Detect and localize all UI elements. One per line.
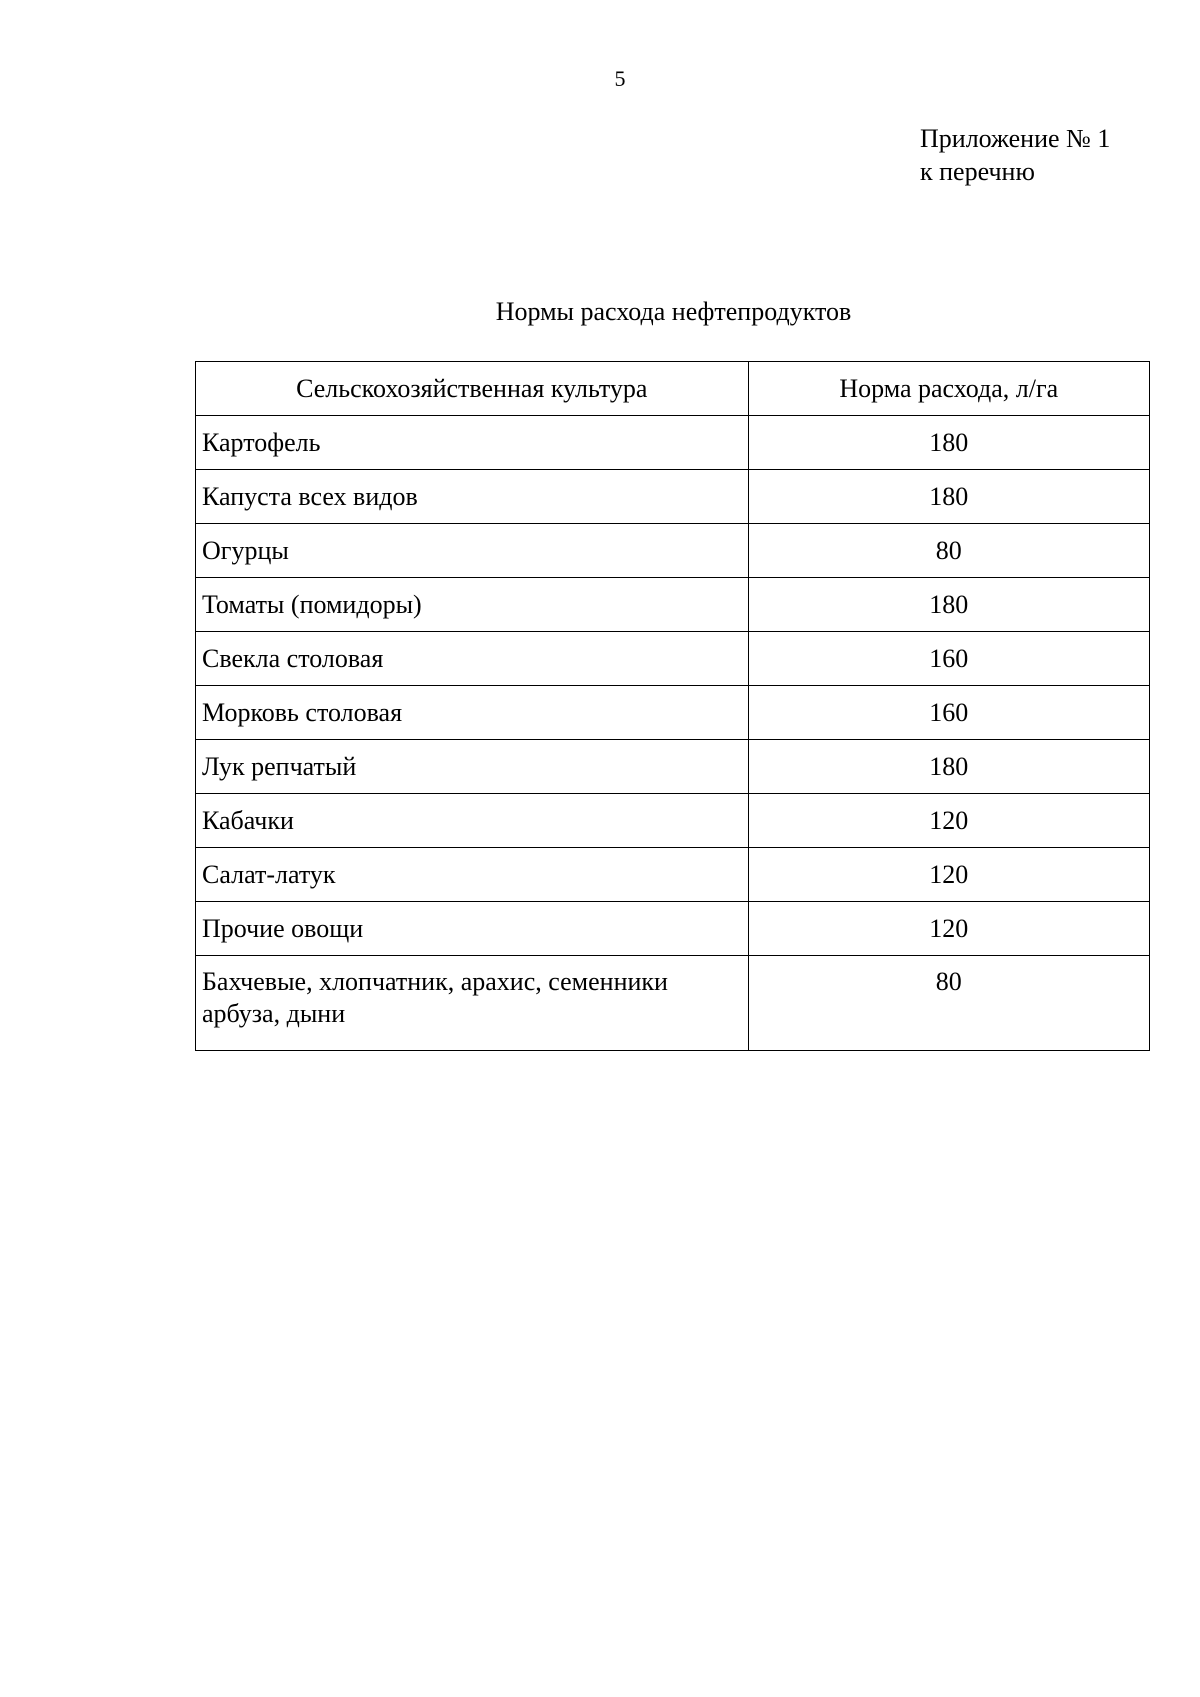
norms-table [195, 361, 1150, 1051]
rate-cell: 180 [748, 578, 1150, 632]
rate-cell: 80 [748, 524, 1150, 578]
rate-cell: 120 [748, 794, 1150, 848]
document-title: Нормы расхода нефтепродуктов [495, 297, 852, 326]
crop-cell: Кабачки [196, 794, 749, 848]
table-header-row [196, 362, 1150, 416]
table-row [196, 524, 1150, 578]
rate-cell: 120 [748, 848, 1150, 902]
crop-cell: Морковь столовая [196, 686, 749, 740]
crop-cell: Лук репчатый [196, 740, 749, 794]
table-row [196, 578, 1150, 632]
rate-cell: 160 [748, 686, 1150, 740]
appendix-line-1: Приложение № 1 [920, 124, 1111, 153]
crop-cell: Свекла столовая [196, 632, 749, 686]
crop-cell: Бахчевые, хлопчатник, арахис, семенники арбуза, дыни [196, 956, 749, 1051]
rate-cell: 120 [748, 902, 1150, 956]
table-row [196, 416, 1150, 470]
rate-cell: 180 [748, 740, 1150, 794]
page-number: 5 [614, 66, 626, 91]
table-row [196, 794, 1150, 848]
header-rate: Норма расхода, л/га [748, 362, 1150, 416]
table-row [196, 686, 1150, 740]
table-row [196, 470, 1150, 524]
appendix-line-2: к перечню [920, 157, 1035, 186]
crop-cell: Картофель [196, 416, 749, 470]
table-row [196, 632, 1150, 686]
crop-cell: Прочие овощи [196, 902, 749, 956]
table-row [196, 740, 1150, 794]
header-crop: Сельскохозяйственная культура [196, 362, 749, 416]
rate-cell: 160 [748, 632, 1150, 686]
crop-cell: Салат-латук [196, 848, 749, 902]
crop-cell: Огурцы [196, 524, 749, 578]
crop-cell: Томаты (помидоры) [196, 578, 749, 632]
table-row [196, 848, 1150, 902]
crop-cell: Капуста всех видов [196, 470, 749, 524]
rate-cell: 180 [748, 470, 1150, 524]
table-row [196, 902, 1150, 956]
appendix-reference [920, 122, 1110, 188]
rate-cell: 80 [748, 956, 1150, 1051]
rate-cell: 180 [748, 416, 1150, 470]
table-row [196, 956, 1150, 1051]
